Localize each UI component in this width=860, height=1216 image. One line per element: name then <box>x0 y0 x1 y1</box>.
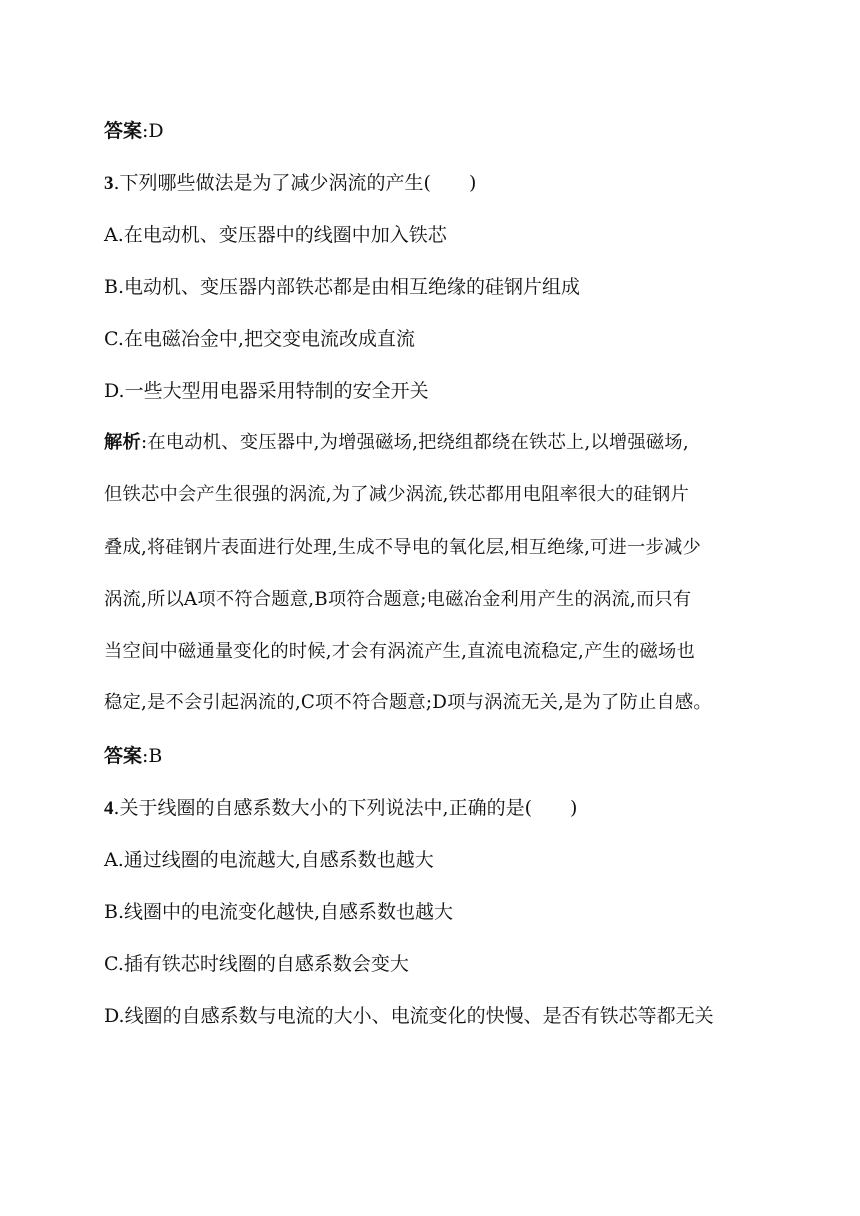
answer-value: :B <box>142 745 163 767</box>
explanation-line-3: 叠成,将硅钢片表面进行处理,生成不导电的氧化层,相互绝缘,可进一步减少 <box>104 537 701 558</box>
explanation-label: 解析 <box>104 432 141 453</box>
question-text: .关于线圈的自感系数大小的下列说法中,正确的是( ) <box>113 797 578 819</box>
answer-line-prev <box>104 118 164 144</box>
question-3-option-d: D.一些大型用电器采用特制的安全开关 <box>104 380 429 402</box>
question-text: .下列哪些做法是为了减少涡流的产生( ) <box>113 172 477 194</box>
question-4-option-c: C.插有铁芯时线圈的自感系数会变大 <box>104 953 409 975</box>
answer-label: 答案 <box>104 120 143 142</box>
question-3-option-a: A.在电动机、变压器中的线圈中加入铁芯 <box>104 224 447 246</box>
question-number: 4 <box>104 798 114 819</box>
answer-line-q3 <box>104 743 162 769</box>
question-3-option-b: B.电动机、变压器内部铁芯都是由相互绝缘的硅钢片组成 <box>104 276 581 298</box>
question-3-stem <box>104 170 476 197</box>
question-number: 3 <box>104 173 114 194</box>
question-4-option-d: D.线圈的自感系数与电流的大小、电流变化的快慢、是否有铁芯等都无关 <box>104 1005 714 1027</box>
explanation-line-2: 但铁芯中会产生很强的涡流,为了减少涡流,铁芯都用电阻率很大的硅钢片 <box>104 484 689 505</box>
question-3-option-c: C.在电磁冶金中,把交变电流改成直流 <box>104 328 415 350</box>
answer-value: :D <box>142 120 164 142</box>
explanation-line-4: 涡流,所以A项不符合题意,B项符合题意;电磁冶金利用产生的涡流,而只有 <box>104 589 692 610</box>
question-4-option-b: B.线圈中的电流变化越快,自感系数也越大 <box>104 901 454 923</box>
question-4-stem <box>104 795 577 822</box>
question-4-option-a: A.通过线圈的电流越大,自感系数也越大 <box>104 849 434 871</box>
explanation-line-5: 当空间中磁通量变化的时候,才会有涡流产生,直流电流稳定,产生的磁场也 <box>104 641 695 662</box>
answer-label: 答案 <box>104 745 143 767</box>
explanation-line-1 <box>104 430 689 456</box>
explanation-text: :在电动机、变压器中,为增强磁场,把绕组都绕在铁芯上,以增强磁场, <box>140 432 689 453</box>
explanation-line-6: 稳定,是不会引起涡流的,C项不符合题意;D项与涡流无关,是为了防止自感。 <box>104 692 712 713</box>
